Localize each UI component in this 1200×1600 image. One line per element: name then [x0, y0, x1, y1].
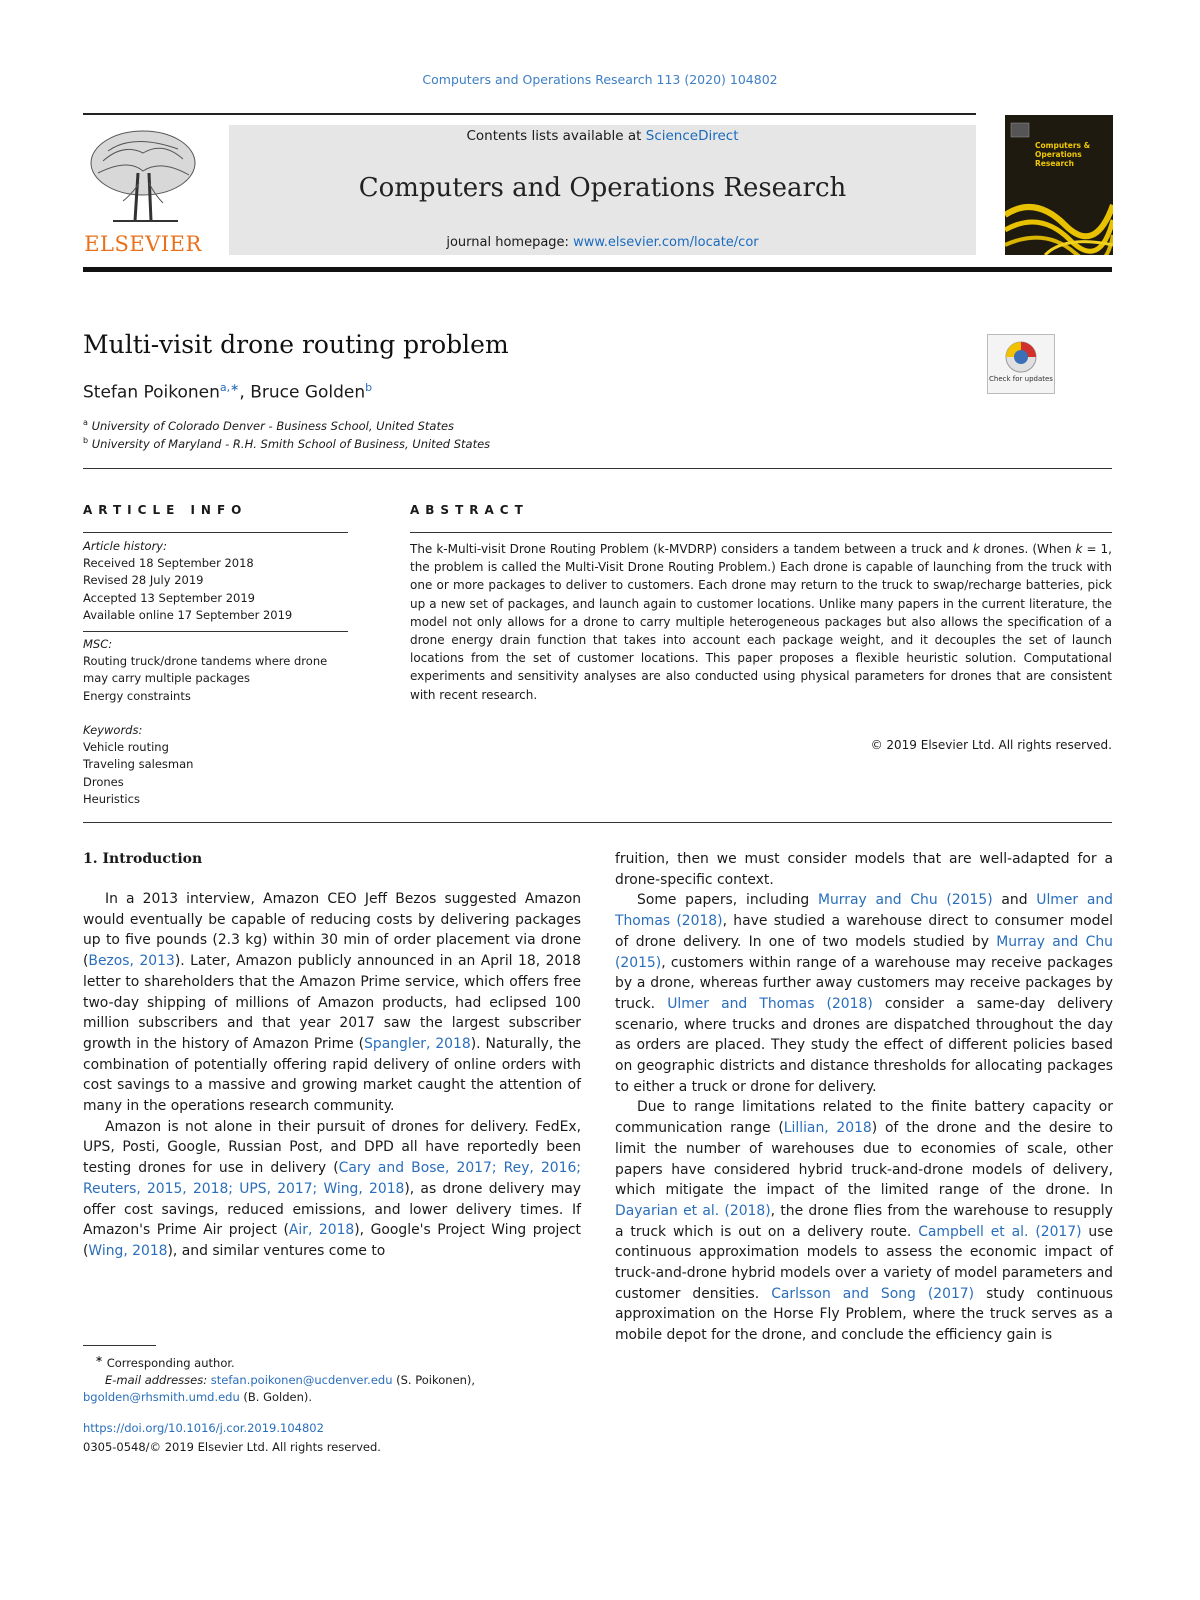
- abstract-copyright: © 2019 Elsevier Ltd. All rights reserved.: [870, 738, 1112, 752]
- citation-link[interactable]: Murray and Chu (2015): [818, 892, 993, 909]
- cover-art: [1005, 115, 1113, 255]
- keywords-label: Keywords:: [83, 723, 143, 737]
- msc-item: Routing truck/drone tandems where drone: [83, 654, 328, 669]
- paragraph: [615, 1097, 1113, 1345]
- paper-title: Multi-visit drone routing problem: [83, 330, 509, 359]
- author-list: [83, 381, 372, 403]
- text-run: ). Later, Amazon publicly announced in an April 18, 2018 letter to shareholders that the Amazon Prime service, which offers free two-day shipping of millions of Amazon products, had eclipsed 100 million subscribers and that year 2017 saw the largest subscriber growth in the history of Amazon Prime (: [83, 953, 581, 1052]
- author-affiliation-marks[interactable]: b: [365, 381, 373, 394]
- homepage-prefix: journal homepage:: [446, 235, 574, 250]
- msc-item: may carry multiple packages: [83, 671, 250, 686]
- text-run: Due to range limitations related to the finite battery capacity or communication range (: [615, 1099, 1113, 1137]
- keyword-item: Drones: [83, 774, 124, 789]
- footnote-rule: [83, 1345, 156, 1346]
- journal-title: Computers and Operations Research: [358, 173, 847, 203]
- paragraph: [615, 849, 1113, 890]
- affiliation-mark: b: [83, 436, 89, 445]
- doi-link[interactable]: https://doi.org/10.1016/j.cor.2019.104802: [83, 1421, 324, 1435]
- homepage-line: [229, 235, 976, 250]
- text-run: ). Naturally, the combination of potentially offering rapid delivery of online orders with cost savings to a massive and growing market caught the attention of many in the operations research community.: [83, 1035, 581, 1115]
- email-owner: (S. Poikonen),: [392, 1372, 476, 1387]
- text-run: ), as drone delivery may offer cost savings, reduced emissions, and lower delivery times. If Amazon's Prime Air project (: [83, 1180, 581, 1239]
- crossmark-icon: [988, 335, 1054, 393]
- email-footnote: [83, 1372, 581, 1389]
- text-run: , customers within range of a warehouse may receive packages by a drone, whereas further away customers may receive packages by truck.: [615, 954, 1113, 1012]
- keyword-item: Traveling salesman: [83, 757, 194, 772]
- text-run: In a 2013 interview, Amazon CEO Jeff Bezos suggested Amazon would eventually be capable of reducing costs by delivering packages up to five pounds (2.3 kg) within 30 min of order placement via drone (: [83, 891, 581, 970]
- affiliation-a: [83, 418, 454, 433]
- citation-link[interactable]: Air, 2018: [288, 1222, 355, 1239]
- keyword-item: Vehicle routing: [83, 740, 169, 755]
- citation-link[interactable]: Dayarian et al. (2018): [615, 1202, 771, 1219]
- email-link[interactable]: stefan.poikonen@ucdenver.edu: [210, 1372, 393, 1387]
- elsevier-wordmark: ELSEVIER: [84, 232, 202, 256]
- journal-cover-image: [1005, 115, 1113, 255]
- author-affiliation-marks[interactable]: a,∗: [219, 381, 240, 394]
- article-info-rule: [83, 532, 348, 533]
- homepage-link[interactable]: www.elsevier.com/locate/cor: [573, 235, 759, 250]
- footnote-text: Corresponding author.: [106, 1355, 235, 1370]
- cover-title: Computers & Operations Research: [1035, 141, 1091, 168]
- footnote-mark: ∗: [95, 1354, 104, 1365]
- citation-link[interactable]: Campbell et al. (2017): [918, 1223, 1082, 1240]
- footnotes: [83, 1351, 581, 1406]
- abstract-fragment: The k-Multi-visit Drone Routing Problem (k-MVDRP) considers a tandem between a truck and: [410, 542, 973, 556]
- keywords-block: [83, 722, 348, 808]
- citation-link[interactable]: Carlsson and Song (2017): [771, 1285, 975, 1302]
- msc-block: [83, 636, 348, 705]
- header-thick-rule: [83, 267, 1112, 272]
- body-column-right: [615, 849, 1113, 1346]
- text-run: ), and similar ventures come to: [167, 1242, 386, 1259]
- affiliation-text: University of Colorado Denver - Business School, United States: [91, 418, 455, 433]
- text-run: use continuous approximation models to assess the economic impact of truck-and-drone hybrid models over a variety of model parameters and customer densities.: [615, 1223, 1113, 1302]
- citation-link[interactable]: Cary and Bose, 2017; Rey, 2016; Reuters, 2015, 2018; UPS, 2017; Wing, 2018: [83, 1160, 581, 1197]
- affiliation-text: University of Maryland - R.H. Smith School of Business, United States: [91, 436, 491, 451]
- header-top-rule: [83, 113, 976, 115]
- abstract-fragment: drones. (When: [979, 542, 1076, 556]
- msc-label: MSC:: [83, 637, 113, 651]
- citation-link[interactable]: Ulmer and Thomas (2018): [615, 892, 1113, 930]
- paragraph: [615, 890, 1113, 1097]
- journal-reference-link[interactable]: Computers and Operations Research 113 (2020) 104802: [422, 72, 778, 87]
- article-history: [83, 538, 348, 624]
- history-item: Available online 17 September 2019: [83, 607, 293, 622]
- contents-line: [229, 128, 976, 144]
- text-run: , the drone flies from the warehouse to resupply a truck which is out on a delivery route.: [615, 1202, 1113, 1240]
- abstract-math: k: [972, 542, 980, 556]
- history-item: Received 18 September 2018: [83, 556, 254, 571]
- text-run: consider a same-day delivery scenario, where trucks and drones are dispatched throughout the day as orders are placed. They study the effect of different policies based on geographic districts and distance thresholds for allocating packages to either a truck or drone for delivery.: [615, 995, 1114, 1095]
- msc-item: Energy constraints: [83, 688, 191, 703]
- corresponding-footnote: [83, 1351, 581, 1372]
- author-separator: ,: [239, 382, 251, 403]
- author-name[interactable]: Stefan Poikonen: [83, 382, 220, 403]
- history-item: Accepted 13 September 2019: [83, 590, 256, 605]
- abstract-rule: [410, 532, 1112, 533]
- citation-link[interactable]: Wing, 2018: [88, 1242, 168, 1259]
- affiliation-mark: a: [83, 418, 88, 427]
- doi-block: [83, 1419, 581, 1457]
- paragraph: [83, 1117, 581, 1262]
- article-info-heading: ARTICLE INFO: [83, 503, 248, 517]
- email-label: E-mail addresses:: [105, 1372, 208, 1387]
- paragraph: [83, 889, 581, 1117]
- text-run: , have studied a warehouse direct to consumer model of drone delivery. In one of two models studied by: [615, 913, 1113, 950]
- abstract-heading: ABSTRACT: [410, 503, 529, 517]
- text-run: fruition, then we must consider models that are well-adapted for a drone-specific context.: [615, 851, 1113, 888]
- crossmark-label: Check for updates: [989, 375, 1053, 383]
- text-run: ), Google's Project Wing project (: [83, 1222, 581, 1259]
- citation-link[interactable]: Lillian, 2018: [783, 1120, 872, 1137]
- history-item: Revised 28 July 2019: [83, 573, 204, 588]
- abstract-fragment: = 1, the problem is called the Multi-Visit Drone Routing Problem.) Each drone is capable of launching from the truck with one or more packages to deliver to customers. Each drone may return to the truck to swap/recharge batteries, pick up a new set of packages, and launch again to customer locations. Unlike many papers in the current literature, the model not only allows for a drone to carry multiple heterogeneous packages but also allows the specification of a drone energy drain function that takes into account each package weight, and it decouples the set of launch locations from the set of customer locations. This paper proposes a flexible heuristic solution. Computational experiments and sensitivity analyses are also conducted using physical parameters for drones that are consistent with recent research.: [410, 542, 1112, 702]
- email-footnote-continued: [83, 1389, 581, 1406]
- email-link[interactable]: bgolden@rhsmith.umd.edu: [83, 1389, 240, 1404]
- abstract-math: k: [1075, 542, 1083, 556]
- citation-link[interactable]: Spangler, 2018: [364, 1035, 471, 1052]
- text-run: and: [992, 892, 1037, 909]
- tree-icon: [83, 123, 203, 233]
- citation-link[interactable]: Ulmer and Thomas (2018): [667, 995, 873, 1012]
- issn-line: 0305-0548/© 2019 Elsevier Ltd. All rights reserved.: [83, 1440, 381, 1454]
- text-run: Amazon is not alone in their pursuit of drones for delivery. FedEx, UPS, Posti, Google, Russian Post, and DPD all have reportedly been testing drones for use in delivery (: [83, 1118, 581, 1177]
- keyword-item: Heuristics: [83, 791, 140, 806]
- abstract-text: [410, 540, 1112, 704]
- author-name[interactable]: Bruce Golden: [250, 382, 366, 403]
- history-label: Article history:: [83, 539, 167, 553]
- section-rule: [83, 822, 1112, 823]
- citation-link[interactable]: Bezos, 2013: [88, 953, 175, 970]
- contents-prefix: Contents lists available at: [466, 128, 646, 144]
- article-info-divider: [83, 631, 348, 632]
- email-owner: (B. Golden).: [239, 1389, 313, 1404]
- text-run: ) of the drone and the desire to limit the number of warehouses due to economies of scale, other papers have considered hybrid truck-and-drone models of delivery, which mitigate the impact of the limited range of the drone. In: [615, 1120, 1113, 1199]
- text-run: study continuous approximation on the Horse Fly Problem, where the truck serves as a mobile depot for the drone, and conclude the efficiency gain is: [615, 1285, 1113, 1344]
- citation-link[interactable]: Murray and Chu (2015): [615, 933, 1113, 971]
- body-column-left: [83, 889, 581, 1262]
- sciencedirect-link[interactable]: ScienceDirect: [645, 128, 739, 144]
- section-heading-introduction: 1. Introduction: [83, 851, 203, 867]
- section-rule: [83, 468, 1112, 469]
- text-run: Some papers, including: [637, 892, 818, 909]
- affiliation-b: [83, 436, 490, 451]
- check-for-updates-badge[interactable]: [987, 334, 1055, 394]
